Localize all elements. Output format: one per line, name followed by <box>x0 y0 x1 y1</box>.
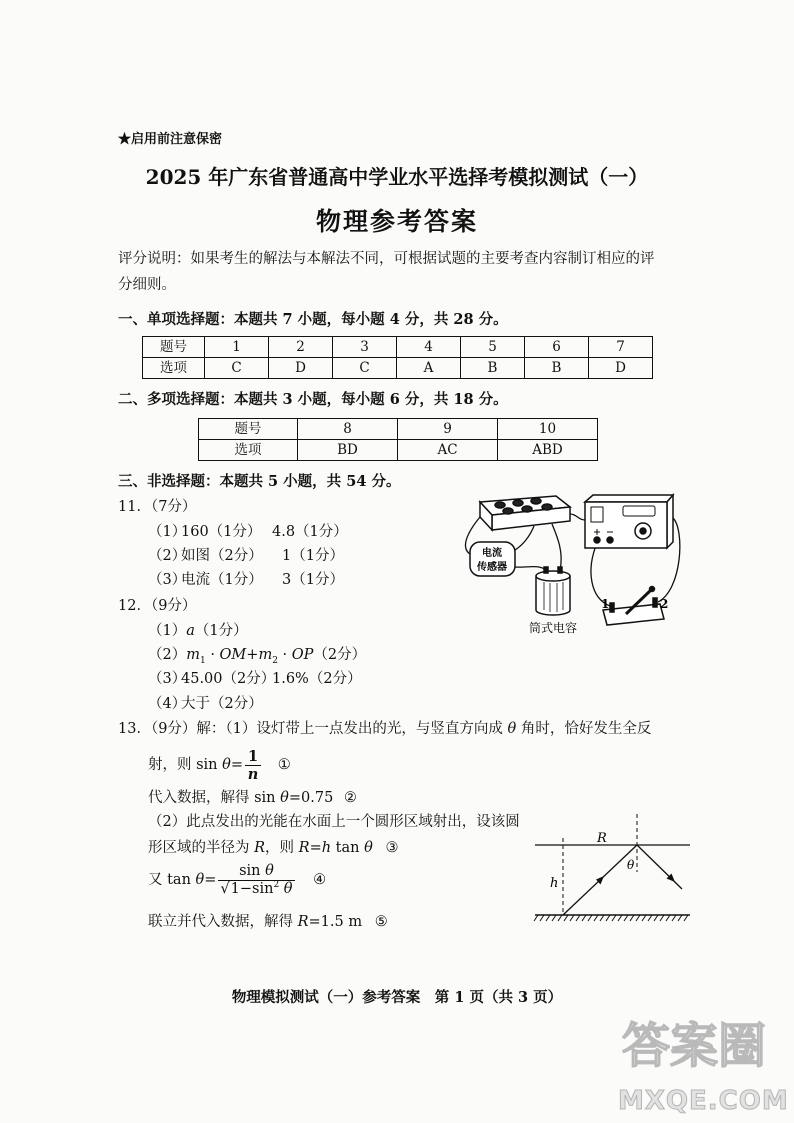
operator: + <box>246 647 259 663</box>
answer-cell: B <box>525 358 589 379</box>
capacitor-terminal <box>544 567 548 573</box>
reflected-ray <box>637 845 682 889</box>
question-number: 6 <box>525 337 589 358</box>
variable: θ <box>222 757 231 773</box>
circuit-figure <box>460 490 685 640</box>
variable: θ <box>265 862 274 879</box>
q11-item-label: （1） <box>148 524 187 540</box>
height-label: h <box>550 876 559 891</box>
subscript: 2 <box>272 655 278 666</box>
wire <box>515 526 534 550</box>
table-row <box>143 358 653 379</box>
text: 联立并代入数据，解得 <box>148 914 298 930</box>
resistance-knob <box>503 508 513 514</box>
item-label: （2） <box>148 647 187 663</box>
question-number: 2 <box>269 337 333 358</box>
numerator: 1 <box>245 748 261 766</box>
q13-line4: （2）此点发出的光能在水面上一个圆形区域射出，设该圆 <box>148 814 520 830</box>
radical-sign: √ <box>220 880 230 897</box>
q12-item-answer: 大于（2分） <box>181 696 263 712</box>
row-label: 选项 <box>143 358 205 379</box>
capacitor-terminal <box>558 567 562 573</box>
answer-cell: ABD <box>498 440 598 461</box>
text: ，则 <box>265 840 299 856</box>
operator: = <box>230 757 244 773</box>
question-number: 4 <box>397 337 461 358</box>
variable: m <box>258 647 273 663</box>
variable: m <box>186 647 200 663</box>
power-dial-window <box>623 506 655 516</box>
text: 代入数据，解得 sin <box>148 790 281 806</box>
sensor-label-line1: 电流 <box>482 548 502 559</box>
question-number: 9 <box>398 419 498 440</box>
text: =1.5 m <box>308 914 363 930</box>
q11-item-answer: 电流（1分） <box>181 572 263 588</box>
switch-post-1 <box>610 603 614 612</box>
row-label: 题号 <box>143 337 205 358</box>
switch-handle <box>650 587 655 592</box>
exam-title: 2025 年广东省普通高中学业水平选择考模拟测试（一） <box>145 165 649 189</box>
q11-item-label: （2） <box>148 548 187 564</box>
angle-label: θ <box>627 858 635 872</box>
variable: θ <box>280 790 289 806</box>
ground-hatching <box>534 915 688 921</box>
radicand <box>230 880 293 897</box>
resistance-knob <box>495 502 505 508</box>
question-number: 8 <box>298 419 398 440</box>
cylindrical-capacitor <box>536 567 570 615</box>
text: =0.75 <box>288 790 334 806</box>
watermark-url: MXQE.COM <box>618 1086 789 1116</box>
watermark-logo-text: 答案圈 <box>622 1018 767 1074</box>
answer-cell: C <box>333 358 397 379</box>
q11-item-answer: 3（1分） <box>282 572 344 588</box>
variable: θ <box>279 880 293 897</box>
switch-position-1-label: 1 <box>601 597 610 611</box>
variable: θ <box>507 721 517 737</box>
text: 射，则 sin <box>148 757 223 773</box>
scoring-note-line2: 分细则。 <box>118 277 176 293</box>
variable: OP <box>291 647 314 663</box>
wire <box>515 567 546 570</box>
q12-item-label: （4） <box>148 696 187 712</box>
variable: θ <box>195 872 205 888</box>
sensor-label-line2: 传感器 <box>477 562 507 573</box>
item-label: （1） <box>148 623 187 639</box>
q13-line1 <box>118 720 651 738</box>
confidential-notice: ★启用前注意保密 <box>118 132 223 147</box>
switch-position-2-label: 2 <box>660 597 669 611</box>
fraction <box>218 863 294 898</box>
text: 角时，恰好发生全反 <box>516 721 652 737</box>
resistance-knob <box>531 498 541 504</box>
q13-line7 <box>148 913 388 931</box>
operator: · <box>205 647 220 663</box>
subscript: 1 <box>199 655 206 666</box>
q12-item-label: （3） <box>148 671 187 687</box>
power-knob-center <box>640 528 646 534</box>
section1-heading: 一、单项选择题：本题共 7 小题，每小题 4 分，共 28 分。 <box>118 311 508 328</box>
score: （1分） <box>194 623 248 639</box>
scoring-note-line1: 评分说明：如果考生的解法与本解法不同，可根据试题的主要考查内容制订相应的评 <box>118 251 655 267</box>
text: sin <box>239 862 266 879</box>
q12-line2 <box>148 646 366 664</box>
numerator <box>218 863 294 881</box>
score: （2分） <box>313 647 367 663</box>
answer-cell: B <box>461 358 525 379</box>
q11-item-answer: 如图（2分） <box>181 548 263 564</box>
denominator: n <box>247 765 259 783</box>
q11-item-answer: 1（1分） <box>282 548 344 564</box>
fraction <box>245 748 261 783</box>
positive-terminal <box>594 537 600 543</box>
wire <box>570 514 585 520</box>
q11-item-answer: 160（1分） <box>181 524 262 540</box>
operator: · <box>277 647 292 663</box>
variable: OM <box>219 647 247 663</box>
switch-post-2 <box>653 598 657 607</box>
row-label: 选项 <box>199 440 298 461</box>
answer-cell: C <box>205 358 269 379</box>
equation-mark: ③ <box>385 840 399 856</box>
radius-label: R <box>597 831 607 846</box>
text: 1−sin <box>230 880 274 897</box>
q11-item-answer: 4.8（1分） <box>272 524 348 540</box>
equation-mark: ① <box>277 757 291 773</box>
optics-figure <box>530 812 695 927</box>
resistance-knob <box>542 504 552 510</box>
q12-line1 <box>148 622 248 640</box>
question-number: 1 <box>205 337 269 358</box>
section3-heading: 三、非选择题：本题共 5 小题，共 54 分。 <box>118 473 401 490</box>
capacitor-body <box>536 576 570 615</box>
power-supply <box>585 495 673 548</box>
operator: = <box>309 840 322 856</box>
operator: = <box>204 872 217 888</box>
answer-cell: BD <box>298 440 398 461</box>
q13-line5 <box>148 839 398 857</box>
variable: θ <box>364 840 373 856</box>
multiple-choice-answer-table <box>198 418 598 461</box>
table-row <box>199 440 598 461</box>
question-number: 3 <box>333 337 397 358</box>
table-row <box>199 419 598 440</box>
power-supply-side <box>667 495 673 548</box>
text: tan <box>331 840 365 856</box>
wire <box>552 524 561 570</box>
equation-mark: ⑤ <box>374 914 388 930</box>
q12-title: 12．（9分） <box>118 598 197 614</box>
single-pole-double-throw-switch <box>603 587 664 626</box>
resistance-knob <box>522 506 532 512</box>
variable: R <box>297 914 309 930</box>
section2-heading: 二、多项选择题：本题共 3 小题，每小题 6 分，共 18 分。 <box>118 391 508 408</box>
equation-mark: ② <box>343 790 357 806</box>
q13-line2 <box>148 747 291 783</box>
q12-item-answer: 1.6%（2分） <box>272 671 362 687</box>
capacitor-top <box>536 571 570 581</box>
text: 13．（9分）解：（1）设灯带上一点发出的光，与竖直方向成 <box>118 721 508 737</box>
variable: R <box>254 840 266 856</box>
resistance-box <box>480 496 570 530</box>
power-display <box>591 507 603 522</box>
page-title: 物理参考答案 <box>315 207 478 236</box>
q13-line3 <box>148 789 357 807</box>
table-row <box>143 337 653 358</box>
answer-cell: D <box>589 358 653 379</box>
answer-cell: D <box>269 358 333 379</box>
text: 形区域的半径为 <box>148 840 255 856</box>
text: 又 tan <box>148 872 196 888</box>
denominator <box>218 881 294 898</box>
variable: h <box>321 840 332 856</box>
question-number: 5 <box>461 337 525 358</box>
q11-item-label: （3） <box>148 572 187 588</box>
single-choice-answer-table <box>142 336 653 379</box>
superscript: 2 <box>273 879 280 890</box>
answer-cell: A <box>397 358 461 379</box>
answer-cell: AC <box>398 440 498 461</box>
q11-title: 11．（7分） <box>118 499 197 515</box>
row-label: 题号 <box>199 419 298 440</box>
q12-item-answer: 45.00（2分） <box>181 671 276 687</box>
resistance-knob <box>513 500 523 506</box>
variable: a <box>186 623 195 639</box>
page-footer: 物理模拟测试（一）参考答案 第 1 页（共 3 页） <box>231 989 563 1006</box>
capacitor-label: 筒式电容 <box>528 621 578 635</box>
equation-mark: ④ <box>313 872 327 888</box>
question-number: 10 <box>498 419 598 440</box>
variable: R <box>298 840 310 856</box>
power-supply-top <box>585 495 673 502</box>
negative-terminal <box>607 537 613 543</box>
current-sensor <box>470 542 515 576</box>
q13-line6 <box>148 862 326 898</box>
question-number: 7 <box>589 337 653 358</box>
